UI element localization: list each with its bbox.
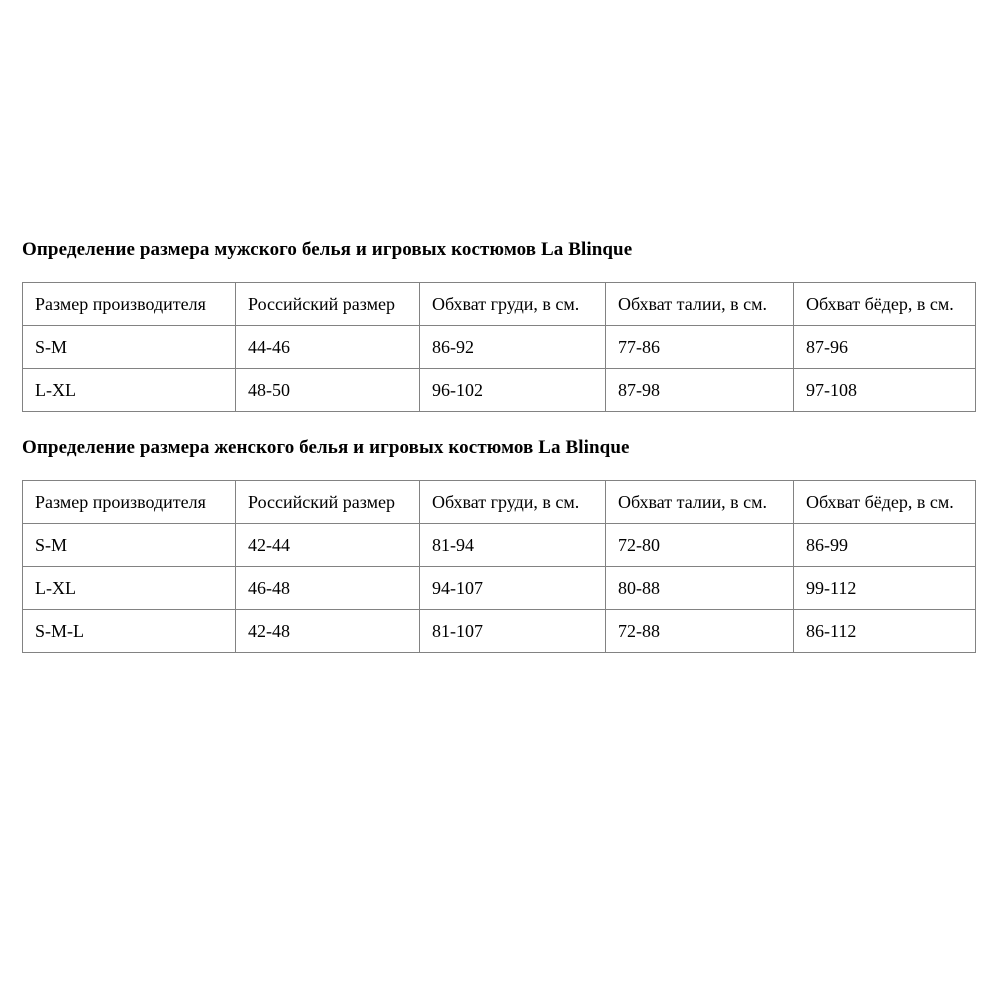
table-cell: 87-96 [794,326,976,369]
table-cell: 72-80 [606,524,794,567]
table-cell: 97-108 [794,369,976,412]
column-header: Обхват бёдер, в см. [794,283,976,326]
mens-size-table [22,282,976,412]
table-cell: 77-86 [606,326,794,369]
table-row [23,326,976,369]
column-header: Обхват талии, в см. [606,481,794,524]
table-cell: 80-88 [606,567,794,610]
table-cell: 81-107 [420,610,606,653]
table-cell: 42-48 [236,610,420,653]
table-cell: S-M [23,326,236,369]
table-cell: 72-88 [606,610,794,653]
table-cell: L-XL [23,567,236,610]
column-header: Размер производителя [23,481,236,524]
table-cell: 96-102 [420,369,606,412]
table-cell: 99-112 [794,567,976,610]
table-cell: S-M [23,524,236,567]
column-header: Российский размер [236,283,420,326]
table-row [23,567,976,610]
table-row [23,524,976,567]
table-header-row [23,481,976,524]
table-cell: 86-112 [794,610,976,653]
mens-sizes-heading: Определение размера мужского белья и игровых костюмов La Blinque [22,239,633,260]
table-cell: 86-99 [794,524,976,567]
table-cell: 94-107 [420,567,606,610]
table-row [23,610,976,653]
column-header: Размер производителя [23,283,236,326]
table-row [23,369,976,412]
womens-size-table [22,480,976,653]
table-cell: L-XL [23,369,236,412]
table-cell: 86-92 [420,326,606,369]
table-cell: 46-48 [236,567,420,610]
column-header: Российский размер [236,481,420,524]
table-cell: S-M-L [23,610,236,653]
table-cell: 44-46 [236,326,420,369]
column-header: Обхват талии, в см. [606,283,794,326]
column-header: Обхват бёдер, в см. [794,481,976,524]
column-header: Обхват груди, в см. [420,283,606,326]
section-mens-sizes [22,238,975,412]
table-cell: 81-94 [420,524,606,567]
column-header: Обхват груди, в см. [420,481,606,524]
section-womens-sizes [22,436,975,653]
table-cell: 42-44 [236,524,420,567]
table-cell: 87-98 [606,369,794,412]
table-header-row [23,283,976,326]
womens-sizes-heading: Определение размера женского белья и игровых костюмов La Blinque [22,437,630,458]
table-cell: 48-50 [236,369,420,412]
